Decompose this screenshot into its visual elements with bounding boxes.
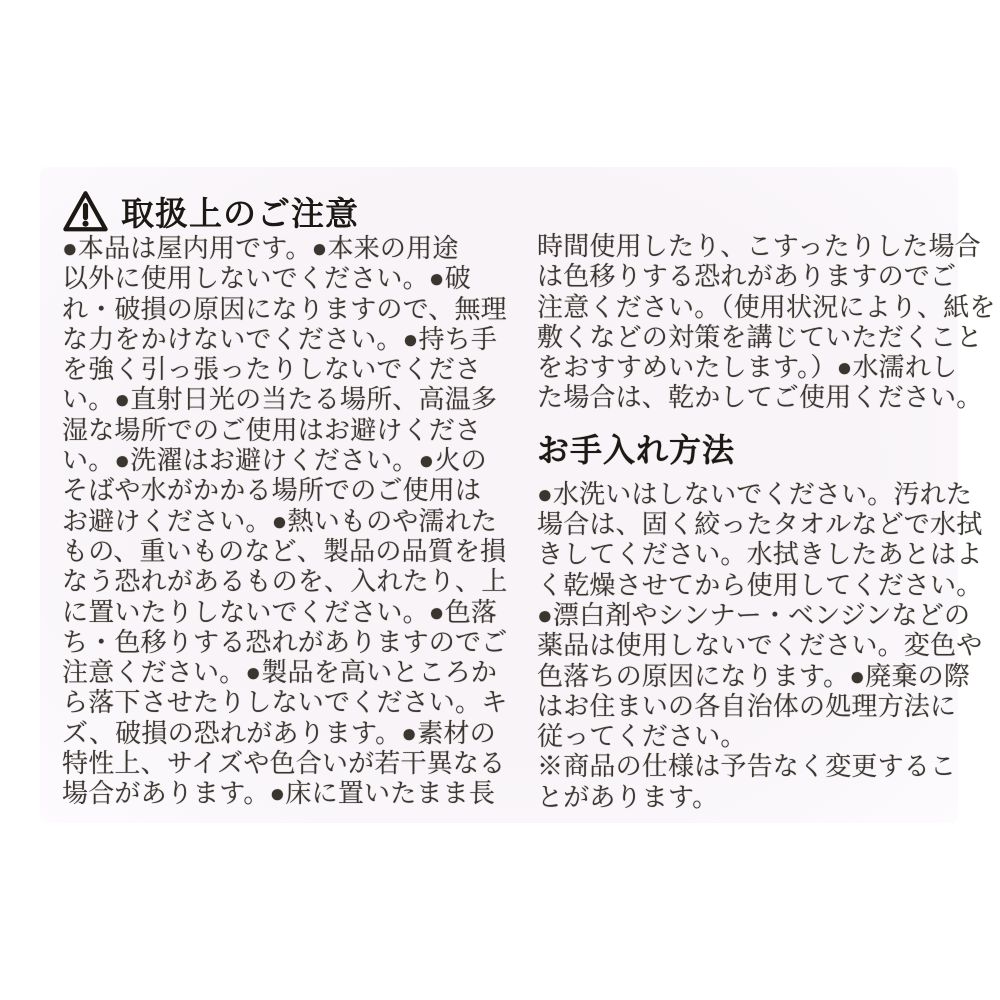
text-line: 湿な場所でのご使用はお避けくださ <box>62 414 482 445</box>
text-line: 薬品は使用しないでください。変色や <box>537 630 983 661</box>
text-line: とがあります。 <box>537 781 719 812</box>
text-line: なう恐れがあるものを、入れたり、上 <box>62 566 508 597</box>
warning-triangle-icon <box>62 190 109 233</box>
handling-text <box>62 233 508 809</box>
text-line: れ・破損の原因になりますので、無理 <box>62 293 507 324</box>
text-line: 場合は、固く絞ったタオルなどで水拭 <box>537 509 983 540</box>
text-line: もの、重いものなど、製品の品質を損 <box>62 535 507 566</box>
text-line: に置いたりしないでください。●色落 <box>62 596 498 627</box>
text-line: 時間使用したり、こすったりした場合 <box>537 231 981 261</box>
care-instruction-label <box>40 167 996 823</box>
text-line: 特性上、サイズや色合いが若干異なる <box>62 748 506 779</box>
text-line: く乾燥させてから使用してください。 <box>537 569 983 600</box>
text-line: ズ、破損の恐れがあります。●素材の <box>62 717 496 748</box>
left-column <box>62 189 508 809</box>
text-line: い。●洗濯はお避けください。●火の <box>62 445 487 476</box>
text-line: をおすすめいたします。）●水濡れし <box>537 352 958 383</box>
text-line: 以外に使用しないでください。●破 <box>62 263 471 294</box>
care-title: お手入れ方法 <box>537 431 736 468</box>
text-line: ち・色移りする恐れがありますのでご <box>62 626 508 657</box>
text-line: ※商品の仕様は予告なく変更するこ <box>537 751 957 782</box>
text-line: 注意ください。（使用状況により、紙を <box>537 291 996 322</box>
care-text <box>537 478 983 812</box>
text-line: そばや水がかかる場所でのご使用は <box>62 475 482 506</box>
text-line: た場合は、乾かしてご使用ください。 <box>537 382 983 413</box>
handling-text-continued <box>537 231 996 413</box>
text-line: はお住まいの各自治体の処理方法に <box>537 690 957 721</box>
text-line: な力をかけないでください。●持ち手 <box>62 323 498 354</box>
handling-title: 取扱上のご注意 <box>121 194 359 232</box>
text-line: を強く引っ張ったりしないでくださ <box>62 354 482 385</box>
text-line: ●漂白剤やシンナー・ベンジンなどの <box>537 599 971 630</box>
text-line: ●本品は屋内用です。●本来の用途 <box>62 233 459 263</box>
text-line: 色落ちの原因になります。●廃棄の際 <box>537 660 971 691</box>
text-line: 従ってください。 <box>537 721 747 752</box>
text-line: ら落下させたりしないでください。キ <box>62 687 508 718</box>
text-line: きしてください。水拭きしたあとはよ <box>537 539 983 570</box>
text-line: 注意ください。●製品を高いところか <box>62 657 498 688</box>
text-line: い。●直射日光の当たる場所、高温多 <box>62 384 498 415</box>
right-column <box>537 231 996 812</box>
text-line: は色移りする恐れがありますのでご <box>537 261 957 292</box>
text-line: 敷くなどの対策を講じていただくこと <box>537 321 983 352</box>
text-line: お避けください。●熱いものや濡れた <box>62 505 498 536</box>
handling-section-header <box>62 189 492 233</box>
text-line: 場合があります。●床に置いたまま長 <box>62 778 496 809</box>
text-line: ●水洗いはしないでください。汚れた <box>537 478 973 509</box>
